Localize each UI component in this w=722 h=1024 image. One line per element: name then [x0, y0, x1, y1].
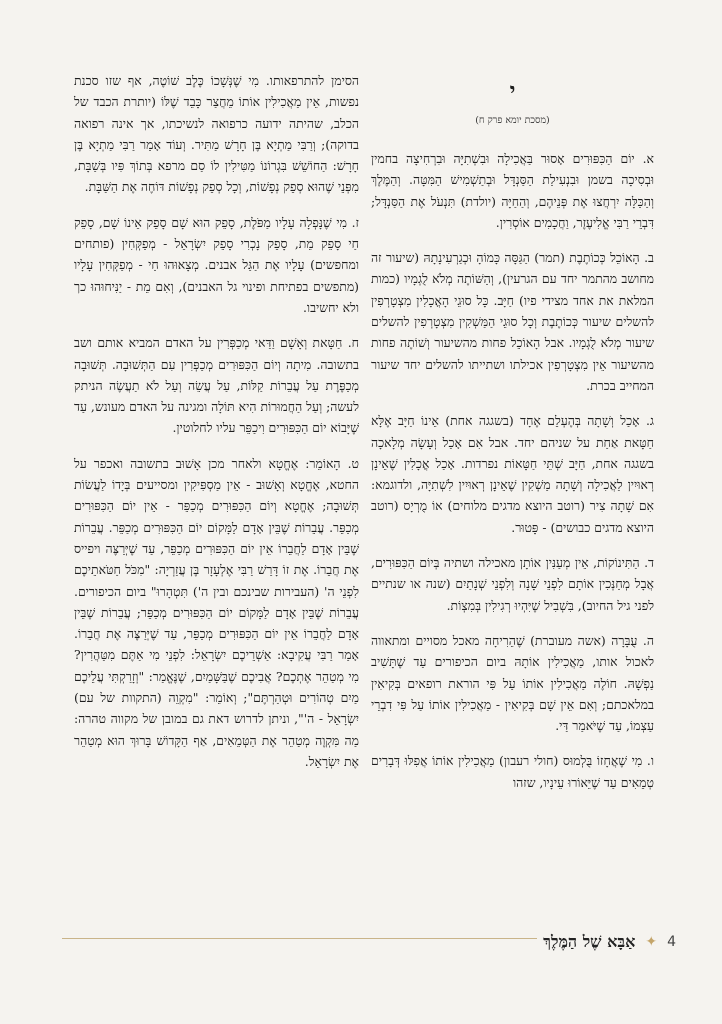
mishna-he: ה. עֻבָּרָה (אשה מעוברת) שֶׁהֵרִיחָה מאכל מסויים ומתאווה לאכול אותו, מַאֲכִילִין אוֹתָהּ ביום הכיפורים עַד שֶׁתָּשִׁיב נַפְשָׁהּ. חוֹלֶה מַאֲכִילִין אוֹתוֹ עַל פִּי הוראת רופאים בְּקִיאִין במלאכתם; וְאִם אֵין שָׁם בְּקִיאִין - מַאֲכִילִין אוֹתוֹ עַל פִּי דִבְרֵי עַצְמוֹ, עַד שֶׁיֹּאמַר דַּי.: [371, 632, 654, 734]
page-footer: [537, 930, 682, 954]
star-ornament-icon: ✦: [645, 934, 658, 950]
mishna-tet: ט. הָאוֹמֵר: אֶחֱטָא ולאחר מכן אָשׁוּב בתשובה ואכפר על החטא, אֶחֱטָא וְאָשׁוּב - אֵין מַסְפִּיקִין ומסייעים בְּיָדוֹ לַעֲשׂוֹת תְּשׁוּבָה; אֶחֱטָא וְיוֹם הַכִּפּוּרִים מְכַפֵּר - אֵין יוֹם הַכִּפּוּרִים מְכַפֵּר. עֲבֵרוֹת שֶׁבֵּין אָדָם לַמָּקוֹם יוֹם הַכִּפּוּרִים מְכַפֵּר. עֲבֵרוֹת שֶׁבֵּין אָדָם לַחֲבֵרוֹ אֵין יוֹם הַכִּפּוּרִים מְכַפֵּר, עַד שֶׁיְּרַצֶּה ויפייס אֶת חֲבֵרוֹ. אֶת זוֹ דָּרַשׁ רַבִּי אֶלְעָזָר בֶּן עֲזַרְיָה: "מִכֹּל חַטֹּאתֵיכֶם לִפְנֵי ה' (העבירות שבינכם ובין ה') תִּטְהָרוּ" ביום הכיפורים. עֲבֵרוֹת שֶׁבֵּין אָדָם לַמָּקוֹם יוֹם הַכִּפּוּרִים מְכַפֵּר; עֲבֵרוֹת שֶׁבֵּין אָדָם לַחֲבֵרוֹ אֵין יוֹם הַכִּפּוּרִים מְכַפֵּר, עַד שֶׁיְּרַצֶּה אֶת חֲבֵרוֹ. אָמַר רַבִּי עֲקִיבָא: אַשְׁרֵיכֶם יִשְׂרָאֵל: לִפְנֵי מִי אַתֶּם מִטַּהֲרִין? מִי מְטַהֵר אֶתְכֶם? אֲבִיכֶם שֶׁבַּשָּׁמַיִם, שֶׁנֶּאֱמַר: "וְזָרַקְתִּי עֲלֵיכֶם מַיִם טְהוֹרִים וּטְהַרְתֶּם"; וְאוֹמֵר: "מִקְוֵה (התקוות של עם) יִשְׂרָאֵל - ה'", וניתן לדרוש דאת גם במובן של מקווה טהרה: מַה מִּקְוֶה מְטַהֵר אֶת הַטְּמֵאִים, אַף הַקָּדוֹשׁ בָּרוּךְ הוּא מְטַהֵר אֶת יִשְׂרָאֵל.: [74, 455, 359, 769]
chapter-letter: י: [509, 78, 516, 104]
mishna-vav-continued: הסימן להתרפאותו. מִי שֶׁנְּשָׁכוֹ כֶּלֶב שׁוֹטֶה, אף שזו סכנת נפשות, אֵין מַאֲכִילִין אוֹתוֹ מֵחֲצַר כָּבֵד שֶׁלּוֹ (יותרת הכבד של הכלב, שהיתה ידועה כרפואה לנשיכתו, אך אינה רפואה בדוקה); וְרַבִּי מַתְיָא בֶּן חָרָשׁ מַתִּיר. וְעוֹד אָמַר רַבִּי מַתְיָא בֶּן חָרָשׁ: הַחוֹשֵׁשׁ בִּגְרוֹנוֹ מַטִּילִין לוֹ סַם מרפא בְּתוֹךְ פִּיו בְּשַׁבָּת, מִפְּנֵי שֶׁהוּא סְפֵק נְפָשׁוֹת, וְכָל סְפֵק נְפָשׁוֹת דּוֹחֶה אֶת הַשַּׁבָּת.: [74, 73, 359, 195]
left-column: [74, 70, 359, 786]
mishna-zayin: ז. מִי שֶׁנָּפְלָה עָלָיו מַפֹּלֶת, סָפֵק הוּא שָׁם סָפֵק אֵינוֹ שָׁם, סָפֵק חַי סָפֵק מֵת, סָפֵק נָכְרִי סָפֵק יִשְׂרָאֵל - מְפַקְּחִין (פותחים ומחפשים) עָלָיו אֶת הַגַּל אבנים. מְצָאוּהוּ חַי - מְפַקְּחִין עָלָיו (מתפשים בפתיחת ופינוי גל האבנים), וְאִם מֵת - יַנִּיחוּהוּ כך ולא יחשיבו.: [74, 214, 359, 315]
mishna-gimel: ג. אָכַל וְשָׁתָה בְּהֶעְלֵם אֶחָד (בשגגה אחת) אֵינוֹ חַיָּב אֶלָּא חַטָּאת אַחַת על שניהם יחד. אבל אִם אָכַל וְעָשָׂה מְלָאכָה בשגגה אחת, חַיָּב שְׁתֵּי חַטָּאוֹת נפרדות. אָכַל אֳכָלִין שֶׁאֵינָן רְאוּיִין לַאֲכִילָה וְשָׁתָה מַשְׁקִין שֶׁאֵינָן רְאוּיִין לִשְׁתִיָּה, ולדוגמא: אִם שָׁתָה צִיר (רוטב היוצא מדגים מלוחים) אוֹ מֻרְיָס (רוטב היוצא מדגים כבושים) - פָּטוּר.: [371, 413, 654, 535]
page-number: 4: [667, 934, 676, 950]
running-title: אַבָּא שֶׁל הַמֶּלֶךְ: [543, 932, 636, 951]
mishna-aleph: א. יוֹם הַכִּפּוּרִים אָסוּר בַּאֲכִילָה וּבִשְׁתִיָּה וּבִרְחִיצָה בחמין וּבְסִיכָה בשמן וּבִנְעִילַת הַסַּנְדָּל וּבְתַשְׁמִישׁ הַמִּטָּה. וְהַמֶּלֶךְ וְהַכַּלָּה יִרְחֲצוּ אֶת פְּנֵיהֶם, וְהַחַיָּה (יולדת) תִּנְעֹל אֶת הַסַּנְדָּל; דִּבְרֵי רַבִּי אֱלִיעֶזֶר, וַחֲכָמִים אוֹסְרִין.: [371, 151, 654, 230]
chapter-source: (מסכת יומא פרק ח): [475, 115, 550, 126]
mishna-vav: ו. מִי שֶׁאֲחָזוֹ בֻּלְמוּס (חולי רעבון) מַאֲכִילִין אוֹתוֹ אֲפִלּוּ דְּבָרִים טְמֵאִים עַד שֶׁיֵּאוֹרוּ עֵינָיו, שזהו: [371, 753, 654, 790]
mishna-dalet: ד. הַתִּינוֹקוֹת, אֵין מְעַנִּין אוֹתָן מאכילה ושתיה בְּיוֹם הַכִּפּוּרִים, אֲבָל מְחַנְּכִין אוֹתָם לִפְנֵי שָׁנָה וְלִפְנֵי שְׁנָתַיִם (שנה או שנתיים לפני גיל החיוב), בִּשְׁבִיל שֶׁיִּהְיוּ רְגִילִין בְּמִצְוֹת.: [371, 555, 654, 613]
right-column: [371, 70, 654, 807]
mishna-bet: ב. הָאוֹכֵל כְּכוֹתֶבֶת (תמר) הַגַּסָּה כָּמוֹהָ וּכְגַרְעִינָתָהּ (שיעור זה מחושב מהתמר יחד עם הגרעין), וְהַשּׁוֹתֶה מְלֹא לֻגְמָיו (כמות המלאת את אחד מצידי פיו) חַיָּב. כָּל סוּגֵי הָאֳכָלִין מִצְטָרְפִין להשלים שיעור כְּכוֹתֶבֶת וְכָל סוּגֵי הַמַּשְׁקִין מִצְטָרְפִין להשלים שיעור מְלֹא לֻגְמָיו. אבל הָאוֹכֵל פחות מהשיעור וְשׁוֹתֶה פחות מהשיעור אֵין מִצְטָרְפִין אכילתו ושתייתו להשלים יחד שיעור המחייב בכרת.: [371, 250, 654, 393]
mishna-chet: ח. חַטָּאת וְאָשָׁם וַדַּאי מְכַפְּרִין על האדם המביא אותם ושב בתשובה. מִיתָה וְיוֹם הַכִּפּוּרִים מְכַפְּרִין עִם הַתְּשׁוּבָה. תְּשׁוּבָה מְכַפֶּרֶת עַל עֲבֵרוֹת קַלּוֹת, עַל עֲשֵׂה וְעַל לֹא תַעֲשֶׂה הניתק לעשה; וְעַל הַחֲמוּרוֹת הִיא תּוֹלָה ומגינה על האדם מעונש, עַד שֶׁיָּבוֹא יוֹם הַכִּפּוּרִים וִיכַפֵּר עליו לחלוטין.: [74, 335, 359, 436]
